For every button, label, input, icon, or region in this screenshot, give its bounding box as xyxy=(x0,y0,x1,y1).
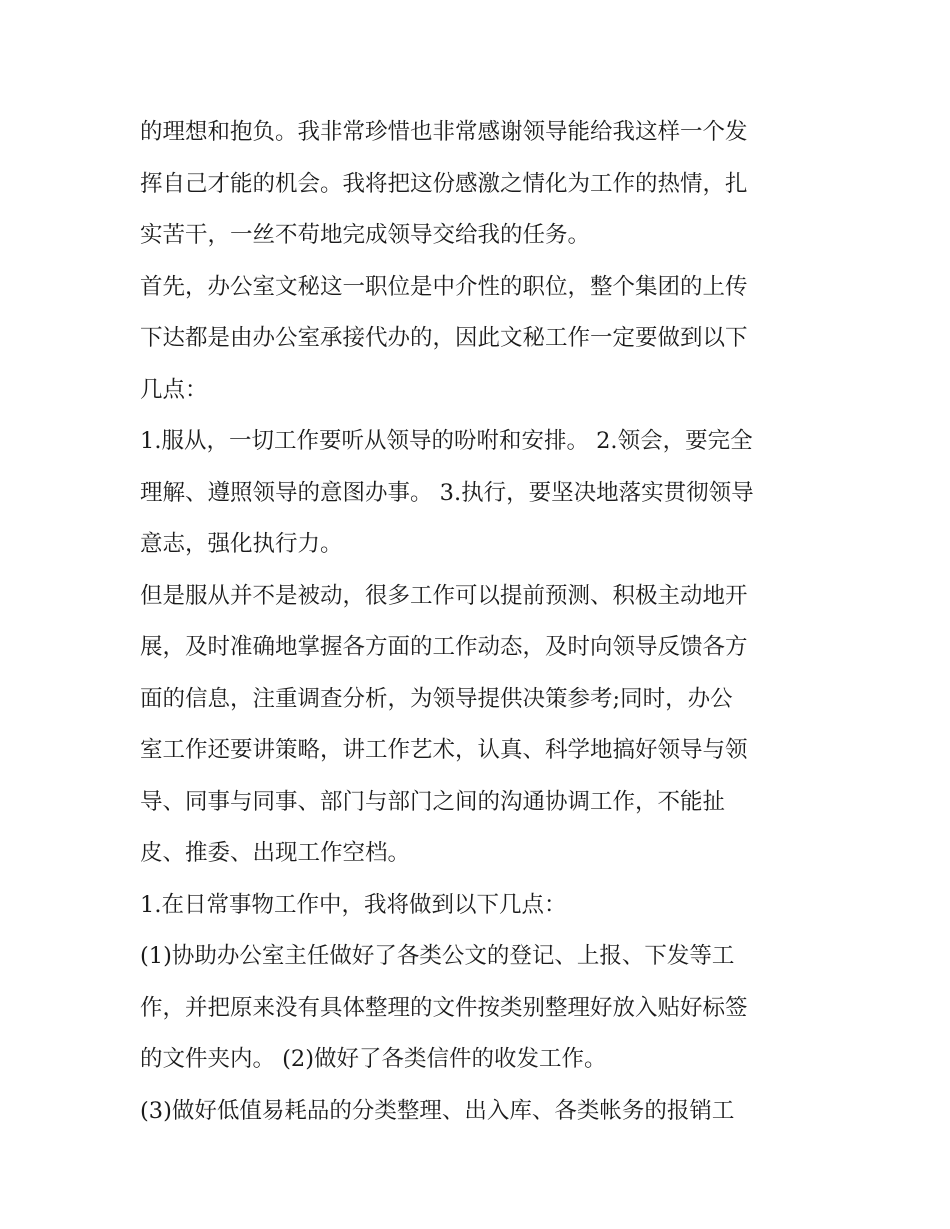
text-line: 作，并把原来没有具体整理的文件按类别整理好放入贴好标签 xyxy=(140,994,748,1021)
text-line: 实苦干，一丝不苟地完成领导交给我的任务。 xyxy=(140,222,591,248)
text-line: 的理想和抱负。我非常珍惜也非常感谢领导能给我这样一个发 xyxy=(140,119,748,145)
text-line: 几点： xyxy=(140,376,208,403)
text-line: (3)做好低值易耗品的分类整理、出入库、各类帐务的报销工 xyxy=(140,1097,735,1124)
text-line: 理解、遵照领导的意图办事。 3.执行，要坚决地落实贯彻领导 xyxy=(140,479,754,506)
text-line: 导、同事与同事、部门与部门之间的沟通协调工作，不能扯 xyxy=(140,788,726,815)
text-line: 1.服从，一切工作要听从领导的吩咐和安排。 2.领会，要完全 xyxy=(140,428,753,454)
text-line: (1)协助办公室主任做好了各类公文的登记、上报、下发等工 xyxy=(140,943,735,969)
text-line: 首先，办公室文秘这一职位是中介性的职位，整个集团的上传 xyxy=(140,273,748,300)
text-line: 的文件夹内。 (2)做好了各类信件的收发工作。 xyxy=(140,1046,607,1072)
text-line: 1.在日常事物工作中，我将做到以下几点： xyxy=(140,891,567,918)
text-line: 下达都是由办公室承接代办的，因此文秘工作一定要做到以下 xyxy=(140,325,748,351)
text-line: 室工作还要讲策略，讲工作艺术，认真、科学地搞好领导与领 xyxy=(140,737,748,763)
text-line: 皮、推委、出现工作空档。 xyxy=(140,840,411,866)
text-line: 面的信息，注重调查分析，为领导提供决策参考;同时，办公 xyxy=(140,685,733,712)
text-line: 展，及时准确地掌握各方面的工作动态，及时向领导反馈各方 xyxy=(140,634,748,660)
body-text xyxy=(140,107,820,1137)
text-line: 意志，强化执行力。 xyxy=(140,531,343,557)
text-line: 挥自己才能的机会。我将把这份感激之情化为工作的热情，扎 xyxy=(140,170,748,197)
text-line: 但是服从并不是被动，很多工作可以提前预测、积极主动地开 xyxy=(140,582,748,609)
